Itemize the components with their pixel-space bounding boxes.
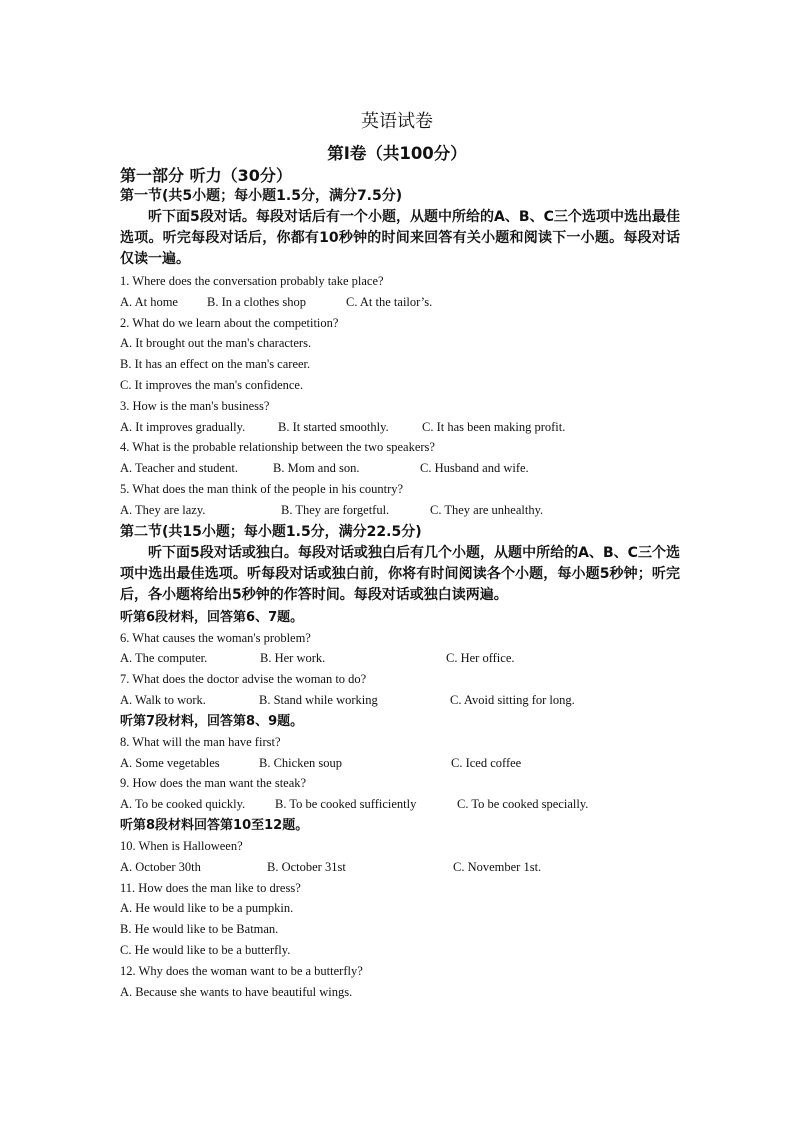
question-5-options <box>120 500 680 521</box>
question-5: 5. What does the man think of the people in his country? <box>120 481 404 496</box>
question-12: 12. Why does the woman want to be a butterfly? <box>120 963 363 978</box>
option-c: C. Avoid sitting for long. <box>450 692 575 707</box>
page-title: 英语试卷 <box>361 111 433 132</box>
group-7-heading: 听第7段材料，回答第8、9题。 <box>120 713 304 729</box>
part-heading: 第一部分 听力（30分） <box>120 166 292 185</box>
option-a: A. They are lazy. <box>120 502 206 517</box>
option-a: A. Because she wants to have beautiful wings. <box>120 984 353 999</box>
option-b: B. Stand while working <box>259 692 378 707</box>
section2-heading: 第二节(共15小题；每小题1.5分，满分22.5分) <box>120 523 422 540</box>
option-a: A. The computer. <box>120 651 208 666</box>
option-c: C. Iced coffee <box>451 755 522 770</box>
question-10-options <box>120 857 680 878</box>
section1-heading: 第一节(共5小题；每小题1.5分，满分7.5分) <box>120 188 403 204</box>
question-11: 11. How does the man like to dress? <box>120 880 301 895</box>
option-c: C. Her office. <box>446 651 515 666</box>
group-8-heading: 听第8段材料回答第10至12题。 <box>120 817 309 833</box>
option-a: A. It improves gradually. <box>120 419 246 434</box>
question-1: 1. Where does the conversation probably take place? <box>120 274 384 288</box>
option-c: C. They are unhealthy. <box>430 502 544 517</box>
option-b: B. To be cooked sufficiently <box>275 797 417 812</box>
option-b: B. Mom and son. <box>273 461 360 476</box>
option-a: A. It brought out the man's characters. <box>120 336 312 351</box>
option-a: A. Walk to work. <box>120 692 206 707</box>
option-c: C. It has been making profit. <box>422 419 566 434</box>
exam-content <box>120 185 680 1002</box>
question-3: 3. How is the man's business? <box>120 398 270 413</box>
section1-instruction: 听下面5段对话。每段对话后有一个小题，从题中所给的A、B、C三个选项中选出最佳选项。听完每段对话后，你都有10秒钟的时间来回答有关小题和阅读下一小题。每段对话仅读一遍。 <box>120 209 680 267</box>
question-9: 9. How does the man want the steak? <box>120 776 307 791</box>
option-a: A. Some vegetables <box>120 755 220 770</box>
option-c: C. To be cooked specially. <box>457 797 589 812</box>
option-a: A. At home <box>120 294 178 309</box>
option-b: B. He would like to be Batman. <box>120 922 279 937</box>
option-b: B. Her work. <box>260 651 326 666</box>
option-a: A. To be cooked quickly. <box>120 797 246 812</box>
question-4: 4. What is the probable relationship between the two speakers? <box>120 440 435 455</box>
option-b: B. They are forgetful. <box>281 502 390 517</box>
option-a: A. Teacher and student. <box>120 461 238 476</box>
question-7: 7. What does the doctor advise the woman to do? <box>120 672 367 687</box>
question-4-options <box>120 458 680 479</box>
option-a: A. He would like to be a pumpkin. <box>120 901 294 916</box>
option-b: B. It has an effect on the man's career. <box>120 357 311 372</box>
question-8-options <box>120 753 680 774</box>
question-6-options <box>120 648 680 669</box>
option-b: B. October 31st <box>267 859 346 874</box>
option-b: B. In a clothes shop <box>207 294 306 309</box>
option-b: B. Chicken soup <box>259 755 342 770</box>
question-9-options <box>120 794 680 815</box>
option-c: C. He would like to be a butterfly. <box>120 942 291 957</box>
option-c: C. Husband and wife. <box>420 461 529 476</box>
question-7-options <box>120 690 680 711</box>
option-a: A. October 30th <box>120 859 201 874</box>
option-c: C. At the tailor’s. <box>346 294 433 309</box>
question-10: 10. When is Halloween? <box>120 838 243 853</box>
section2-instruction: 听下面5段对话或独白。每段对话或独白后有几个小题，从题中所给的A、B、C三个选项中选出最佳选项。听每段对话或独白前，你将有时间阅读各个小题，每小题5秒钟；听完后，各小题将给出5秒钟的作答时间。每段对话或独白读两遍。 <box>120 544 680 603</box>
question-8: 8. What will the man have first? <box>120 734 281 749</box>
question-6: 6. What causes the woman's problem? <box>120 630 311 645</box>
question-3-options <box>120 417 680 438</box>
option-c: C. November 1st. <box>453 859 542 874</box>
question-1-options <box>120 292 680 313</box>
group-6-heading: 听第6段材料，回答第6、7题。 <box>120 609 304 625</box>
option-b: B. It started smoothly. <box>278 419 389 434</box>
question-2: 2. What do we learn about the competition? <box>120 315 339 330</box>
option-c: C. It improves the man's confidence. <box>120 377 304 392</box>
volume-subtitle: 第Ⅰ卷（共100分） <box>327 144 467 163</box>
